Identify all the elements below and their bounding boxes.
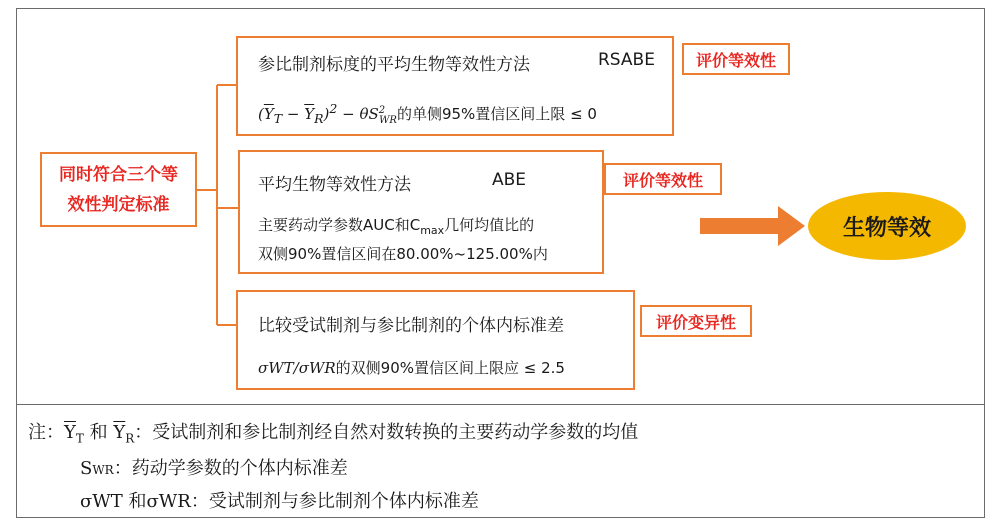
rsabe-title: 参比制剂标度的平均生物等效性方法	[258, 55, 530, 75]
rsabe-criterion	[258, 101, 597, 126]
note-line-2	[80, 454, 348, 480]
note-and: 和	[83, 422, 114, 443]
bioequivalent-result: 生物等效	[808, 192, 966, 260]
note-yr-symbol: $\overline{Y}$	[113, 422, 126, 443]
root-line-2: 效性判定标准	[67, 194, 170, 215]
note-line-1-text: ：受试制剂和参比制剂经自然对数转换的主要药动学参数的均值	[134, 422, 639, 443]
criteria-root-box	[40, 152, 197, 227]
rsabe-method: RSABE	[598, 50, 655, 70]
note-yt-symbol: $\overline{Y}$	[64, 422, 76, 443]
rsabe-tag: 评价等效性	[682, 43, 790, 75]
abe-cmax-subscript: max	[420, 224, 445, 237]
note-line-2-text: ：药动学参数的个体内标准差	[113, 458, 348, 479]
variability-formula: σWT/σWR	[258, 359, 336, 377]
abe-criterion-suffix: 几何均值比的	[444, 216, 535, 234]
note-line-3: σWT 和σWR：受试制剂与参比制剂个体内标准差	[80, 491, 479, 512]
variability-criterion-text: 的双侧90%置信区间上限应 ≤ 2.5	[335, 359, 565, 377]
abe-criterion-line-1	[258, 214, 534, 237]
variability-title: 比较受试制剂与参比制剂的个体内标准差	[258, 316, 564, 336]
note-yr-subscript: R	[125, 431, 135, 446]
root-line-1: 同时符合三个等	[59, 164, 178, 185]
abe-title: 平均生物等效性方法	[258, 175, 411, 195]
note-swr-subscript: WR	[92, 463, 114, 477]
variability-tag: 评价变异性	[640, 305, 752, 337]
abe-criterion-line-2: 双侧90%置信区间在80.00%~125.00%内	[258, 245, 548, 263]
abe-method: ABE	[492, 170, 527, 190]
rsabe-formula: $(\overline{Y}_T - \overline{Y}_R)^2 - \theta S^2_{WR}$	[258, 101, 397, 126]
rsabe-criterion-text: 的单侧95%置信区间上限 ≤ 0	[396, 105, 597, 123]
note-swr-symbol: S	[80, 458, 93, 479]
note-line-1	[28, 418, 638, 446]
abe-tag: 评价等效性	[604, 163, 722, 195]
variability-criterion	[258, 357, 565, 378]
abe-criterion-prefix: 主要药动学参数AUC和C	[258, 216, 421, 234]
result-arrow	[700, 206, 805, 246]
note-prefix: 注：	[28, 422, 64, 443]
note-yt-subscript: T	[75, 431, 84, 446]
